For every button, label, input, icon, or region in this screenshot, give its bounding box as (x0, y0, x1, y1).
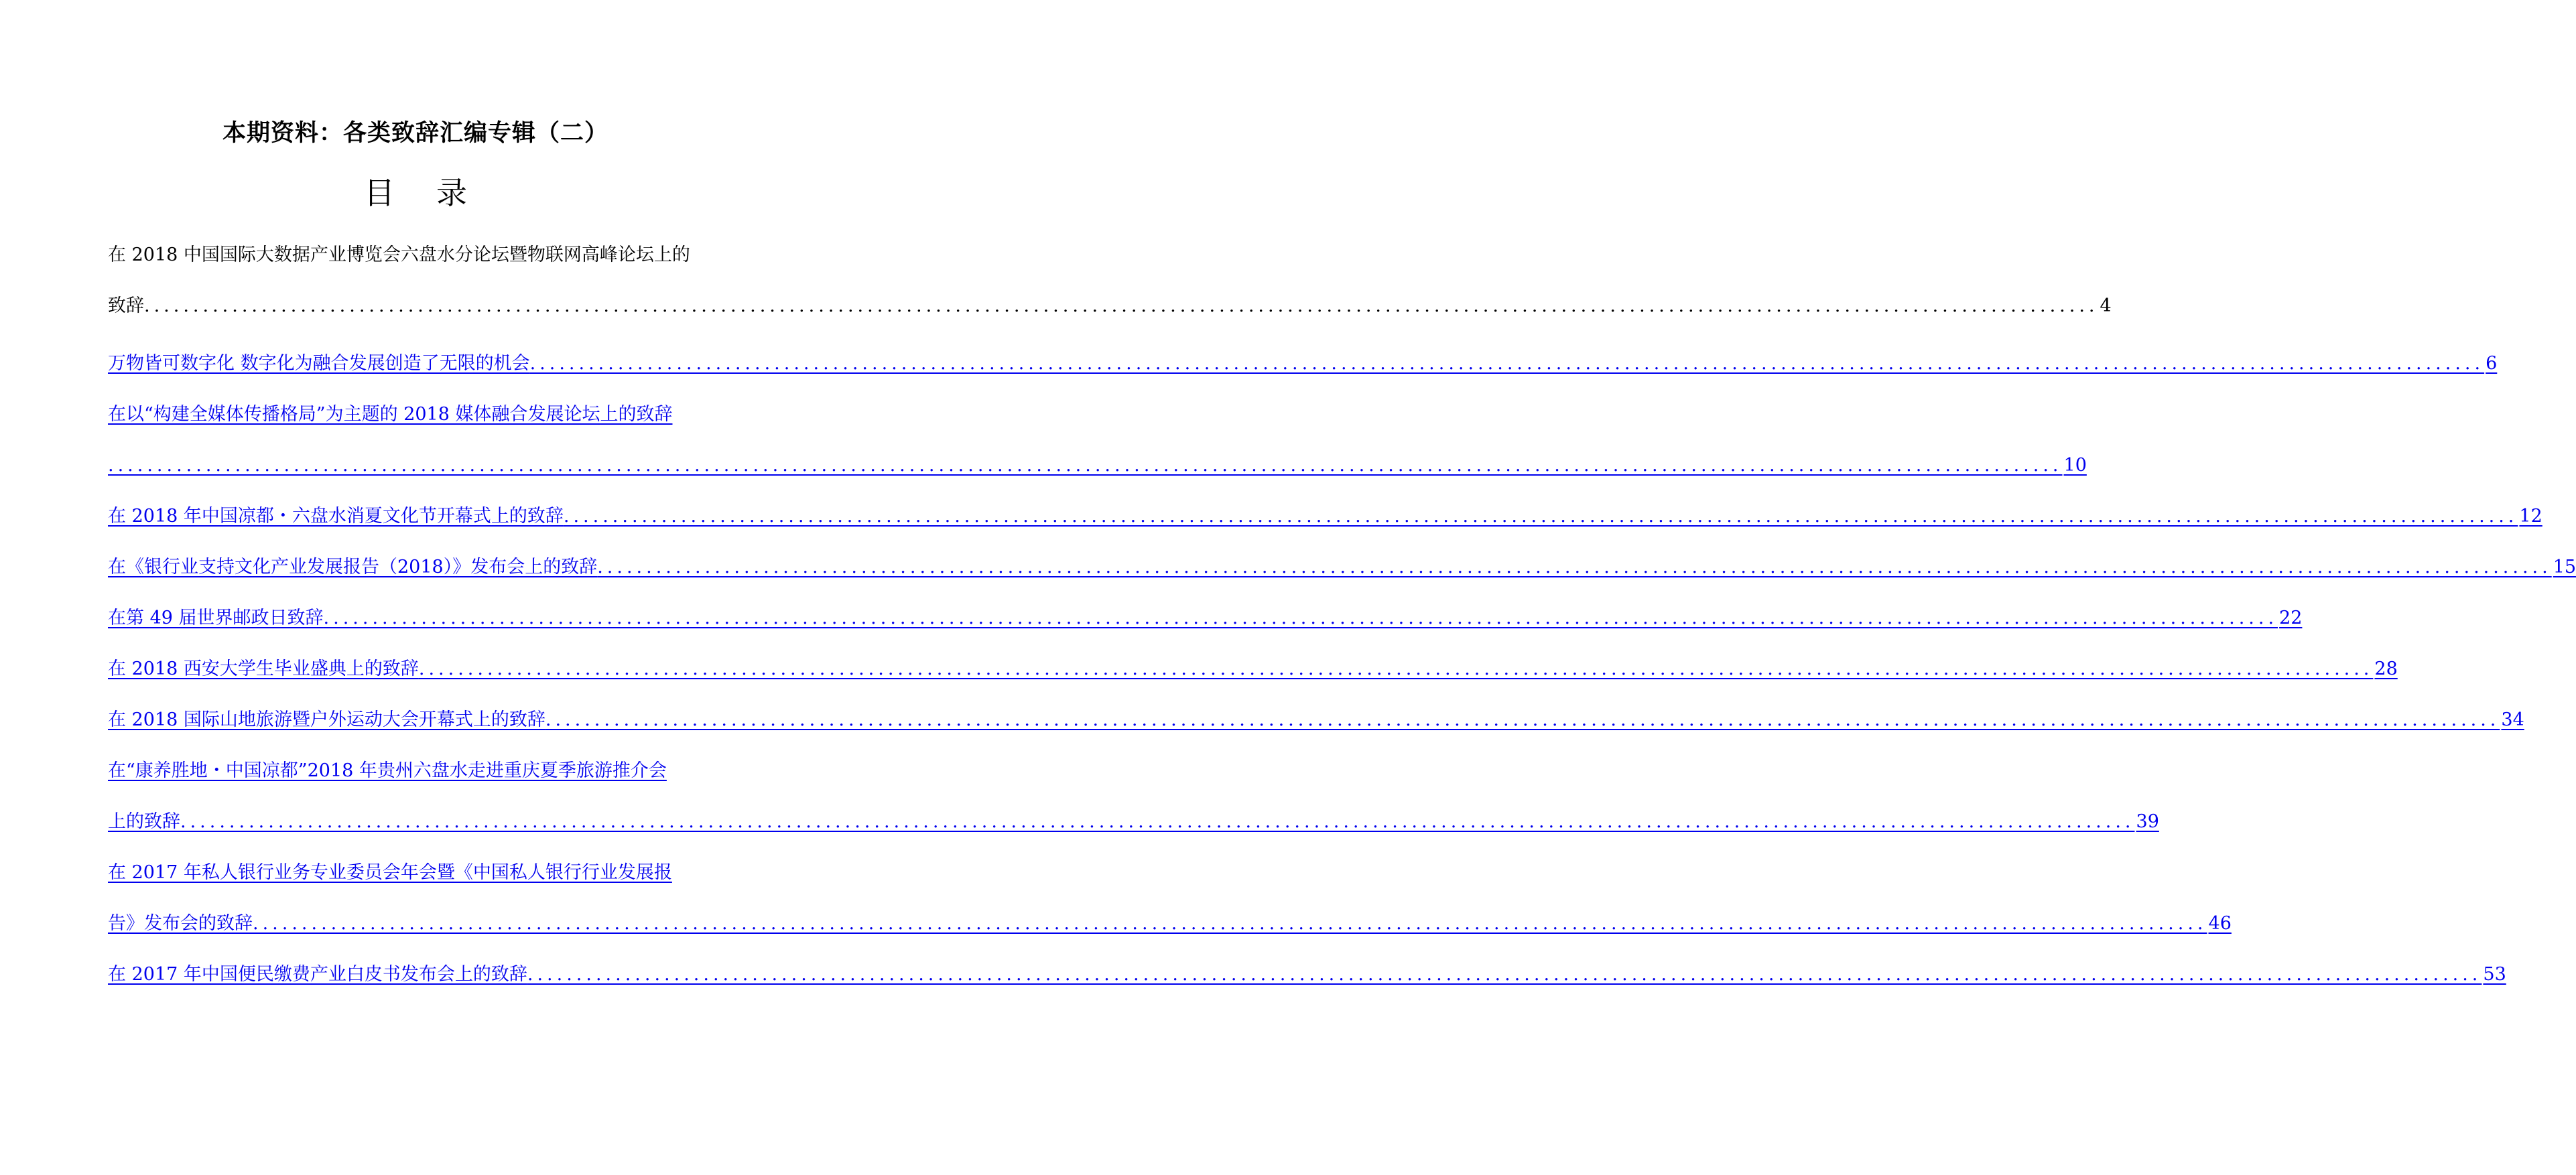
toc-entry[interactable] (108, 695, 2524, 746)
toc-entry-title-line: 在 2018 中国国际大数据产业博览会六盘水分论坛暨物联网高峰论坛上的 (108, 245, 690, 265)
toc-entry-leader-line (108, 695, 2524, 746)
toc-page-number: 15 (2553, 557, 2576, 577)
dot-leader: ........................................................................................................................................................................................................ (527, 964, 2482, 985)
toc-page-number: 53 (2483, 964, 2506, 985)
toc-entry-title-line: 在 2017 年私人银行业务专业委员会年会暨《中国私人银行行业发展报 (108, 862, 672, 883)
toc-entry-leader-line (108, 644, 2398, 695)
toc-heading (0, 173, 831, 213)
toc-entry-title: 在第 49 届世界邮政日致辞 (108, 608, 324, 628)
toc-entry-leader-line (108, 593, 2303, 644)
dot-leader: ........................................................................................................................................................................................................ (253, 913, 2207, 934)
toc-page-number: 34 (2501, 709, 2524, 730)
toc-page-number: 6 (2486, 353, 2498, 374)
dot-leader: ........................................................................................................................................................................................................ (323, 608, 2278, 628)
toc-page-number: 12 (2519, 506, 2542, 527)
toc-entry-title: 在《银行业支持文化产业发展报告（2018）》发布会上的致辞 (108, 557, 598, 577)
toc-entry-leader-line (108, 338, 2498, 389)
dot-leader: ........................................................................................................................................................................................................ (597, 557, 2552, 577)
toc-page-number: 39 (2136, 811, 2159, 832)
toc-page-number: 10 (2063, 455, 2087, 476)
dot-leader: ........................................................................................................................................................................................................ (180, 811, 2135, 832)
toc-entry-title-line: 在以“构建全媒体传播格局”为主题的 2018 媒体融合发展论坛上的致辞 (108, 404, 673, 425)
toc-entry-title: 告》发布会的致辞 (108, 913, 253, 934)
toc-entry[interactable] (108, 746, 2159, 847)
toc-entry-title: 致辞 (108, 295, 144, 316)
toc-entry-title-line: 在“康养胜地・中国凉都”2018 年贵州六盘水走进重庆夏季旅游推介会 (108, 760, 667, 781)
toc-entry[interactable] (108, 847, 2232, 949)
toc-entry-leader-line (108, 281, 2112, 332)
dot-leader: ........................................................................................................................................................................................................ (563, 506, 2518, 527)
toc-entry[interactable] (108, 949, 2506, 1000)
toc-heading-left: 目 (364, 175, 395, 211)
toc-entry-title: 在 2018 西安大学生毕业盛典上的致辞 (108, 659, 419, 679)
toc-entry[interactable] (108, 644, 2398, 695)
toc-entry-title: 在 2018 年中国凉都・六盘水消夏文化节开幕式上的致辞 (108, 506, 564, 527)
toc-entry-title: 万物皆可数字化 数字化为融合发展创造了无限的机会 (108, 353, 530, 374)
toc-entry-leader-line (108, 898, 2232, 949)
dot-leader: ........................................................................................................................................................................................................ (529, 353, 2485, 374)
dot-leader: ........................................................................................................................................................................................................ (545, 709, 2500, 730)
toc-page-number: 46 (2208, 913, 2232, 934)
dot-leader: ........................................................................................................................................................................................................ (108, 455, 2063, 476)
toc-entry-leader-line (108, 440, 2087, 491)
table-of-contents (108, 230, 2576, 1000)
toc-entry[interactable] (108, 491, 2542, 542)
toc-entry-leader-line (108, 949, 2506, 1000)
page-title: 本期资料：各类致辞汇编专辑（二） (222, 120, 608, 147)
dot-leader: ........................................................................................................................................................................................................ (418, 659, 2374, 679)
toc-entry-title: 在 2018 国际山地旅游暨户外运动大会开幕式上的致辞 (108, 709, 545, 730)
toc-entry[interactable] (108, 338, 2498, 389)
toc-entry[interactable] (108, 593, 2303, 644)
toc-entry-leader-line (108, 542, 2576, 593)
toc-entry[interactable] (108, 542, 2576, 593)
toc-entry-title: 上的致辞 (108, 811, 180, 832)
toc-page-number: 28 (2374, 659, 2398, 679)
toc-page-number: 22 (2279, 608, 2303, 628)
toc-entry-leader-line (108, 797, 2159, 847)
toc-entry[interactable] (108, 389, 2087, 491)
toc-heading-right: 录 (436, 175, 467, 211)
dot-leader: ........................................................................................................................................................................................................ (144, 295, 2099, 316)
toc-page-number: 4 (2100, 295, 2112, 316)
toc-entry (108, 230, 2112, 332)
toc-entry-title: 在 2017 年中国便民缴费产业白皮书发布会上的致辞 (108, 964, 527, 985)
toc-entry-leader-line (108, 491, 2542, 542)
